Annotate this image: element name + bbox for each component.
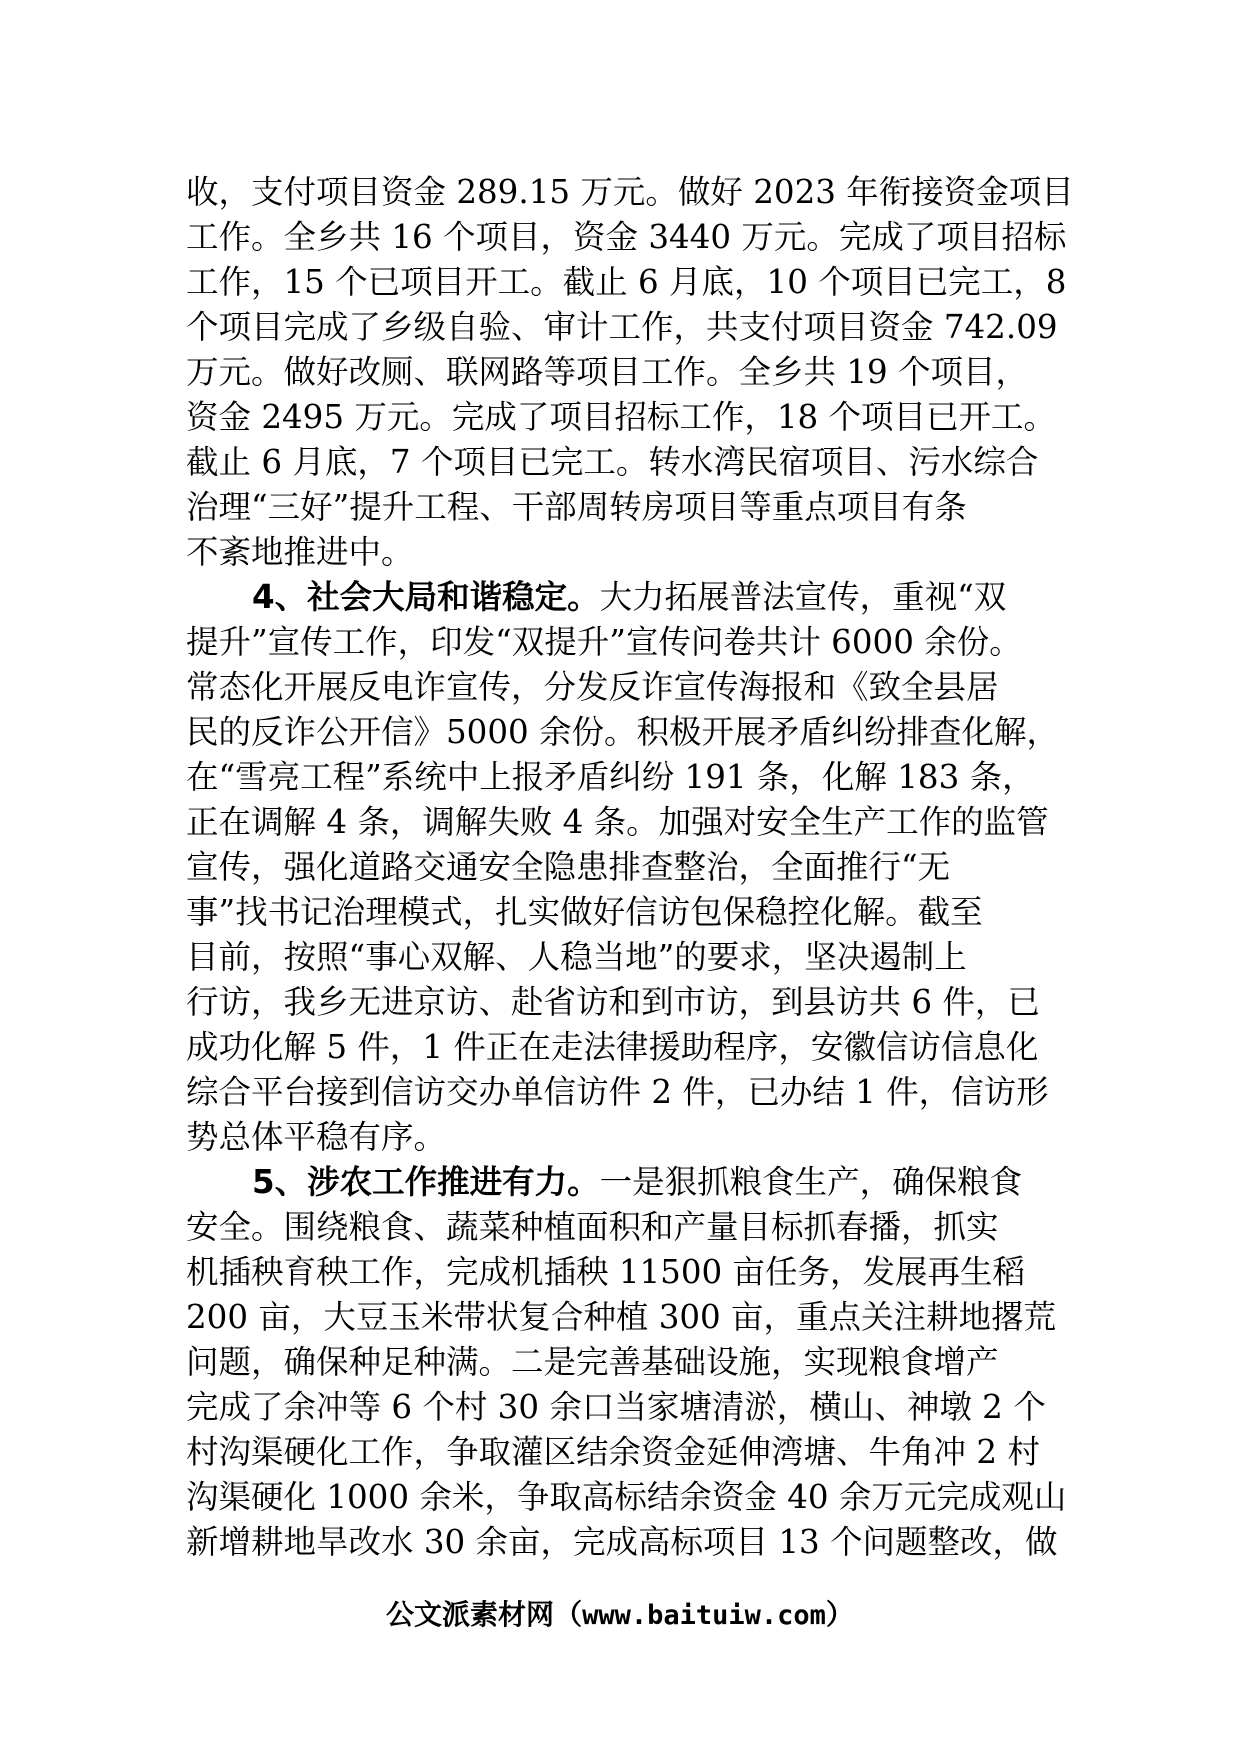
footer-site-name: 公文派素材网 — [386, 1598, 555, 1631]
section-4-first-line-text: 大力拓展普法宣传，重视“双 — [599, 578, 1007, 616]
text-line: 安全。围绕粮食、蔬菜种植面积和产量目标抓春播，抓实 — [186, 1208, 999, 1246]
text-line: 200 亩，大豆玉米带状复合种植 300 亩，重点关注耕地撂荒 — [186, 1298, 1057, 1336]
text-line: 成功化解 5 件，1 件正在走法律援助程序，安徽信访信息化 — [186, 1028, 1039, 1066]
text-line: 势总体平稳有序。 — [186, 1118, 447, 1156]
section-5-first-line-text: 一是狠抓粮食生产，确保粮食 — [599, 1163, 1023, 1201]
text-line: 治理“三好”提升工程、干部周转房项目等重点项目有条 — [186, 488, 967, 526]
text-line: 机插秧育秧工作，完成机插秧 11500 亩任务，发展再生稻 — [186, 1253, 1026, 1291]
text-line: 新增耕地旱改水 30 余亩，完成高标项目 13 个问题整改，做 — [186, 1523, 1058, 1561]
section-4-first-line — [186, 575, 1066, 620]
text-line: 不紊地推进中。 — [186, 533, 414, 571]
footer-open-paren: （ — [554, 1598, 583, 1631]
text-line: 截止 6 月底，7 个项目已完工。转水湾民宿项目、污水综合 — [186, 443, 1039, 481]
text-line: 行访，我乡无进京访、赴省访和到市访，到县访共 6 件，已 — [186, 983, 1040, 1021]
text-line: 民的反诈公开信》5000 余份。积极开展矛盾纠纷排查化解， — [186, 713, 1060, 751]
text-line: 综合平台接到信访交办单信访件 2 件，已办结 1 件，信访形 — [186, 1073, 1049, 1111]
footer-url: www.baituiw.com — [582, 1600, 826, 1631]
text-line: 工作。全乡共 16 个项目，资金 3440 万元。完成了项目招标 — [186, 218, 1067, 256]
text-line: 事”找书记治理模式，扎实做好信访包保稳控化解。截至 — [186, 893, 983, 931]
text-line: 在“雪亮工程”系统中上报矛盾纠纷 191 条，化解 183 条， — [186, 758, 1035, 796]
text-line: 目前，按照“事心双解、人稳当地”的要求，坚决遏制上 — [186, 938, 967, 976]
text-line: 沟渠硬化 1000 余米，争取高标结余资金 40 余万元完成观山 — [186, 1478, 1067, 1516]
section-5-first-line — [186, 1160, 1066, 1205]
text-line: 个项目完成了乡级自验、审计工作，共支付项目资金 742.09 — [186, 308, 1058, 346]
section-5-heading: 5、涉农工作推进有力。 — [252, 1163, 600, 1201]
text-line: 提升”宣传工作，印发“双提升”宣传问卷共计 6000 余份。 — [186, 623, 1022, 661]
text-line: 宣传，强化道路交通安全隐患排查整治，全面推行“无 — [186, 848, 951, 886]
text-line: 万元。做好改厕、联网路等项目工作。全乡共 19 个项目， — [186, 353, 1029, 391]
text-line: 正在调解 4 条，调解失败 4 条。加强对安全生产工作的监管 — [186, 803, 1049, 841]
footer-close-paren: ） — [825, 1598, 854, 1631]
page-footer — [0, 1593, 1240, 1633]
text-line: 工作，15 个已项目开工。截止 6 月底，10 个项目已完工，8 — [186, 263, 1067, 301]
section-4-heading: 4、社会大局和谐稳定。 — [252, 578, 600, 616]
text-line: 常态化开展反电诈宣传，分发反诈宣传海报和《致全县居 — [186, 668, 999, 706]
text-line: 村沟渠硬化工作，争取灌区结余资金延伸湾塘、牛角冲 2 村 — [186, 1433, 1040, 1471]
text-line: 收，支付项目资金 289.15 万元。做好 2023 年衔接资金项目 — [186, 173, 1074, 211]
text-line: 问题，确保种足种满。二是完善基础设施，实现粮食增产 — [186, 1343, 999, 1381]
document-body — [186, 170, 1074, 1565]
text-line: 完成了余冲等 6 个村 30 余口当家塘清淤，横山、神墩 2 个 — [186, 1388, 1046, 1426]
text-line: 资金 2495 万元。完成了项目招标工作，18 个项目已开工。 — [186, 398, 1057, 436]
